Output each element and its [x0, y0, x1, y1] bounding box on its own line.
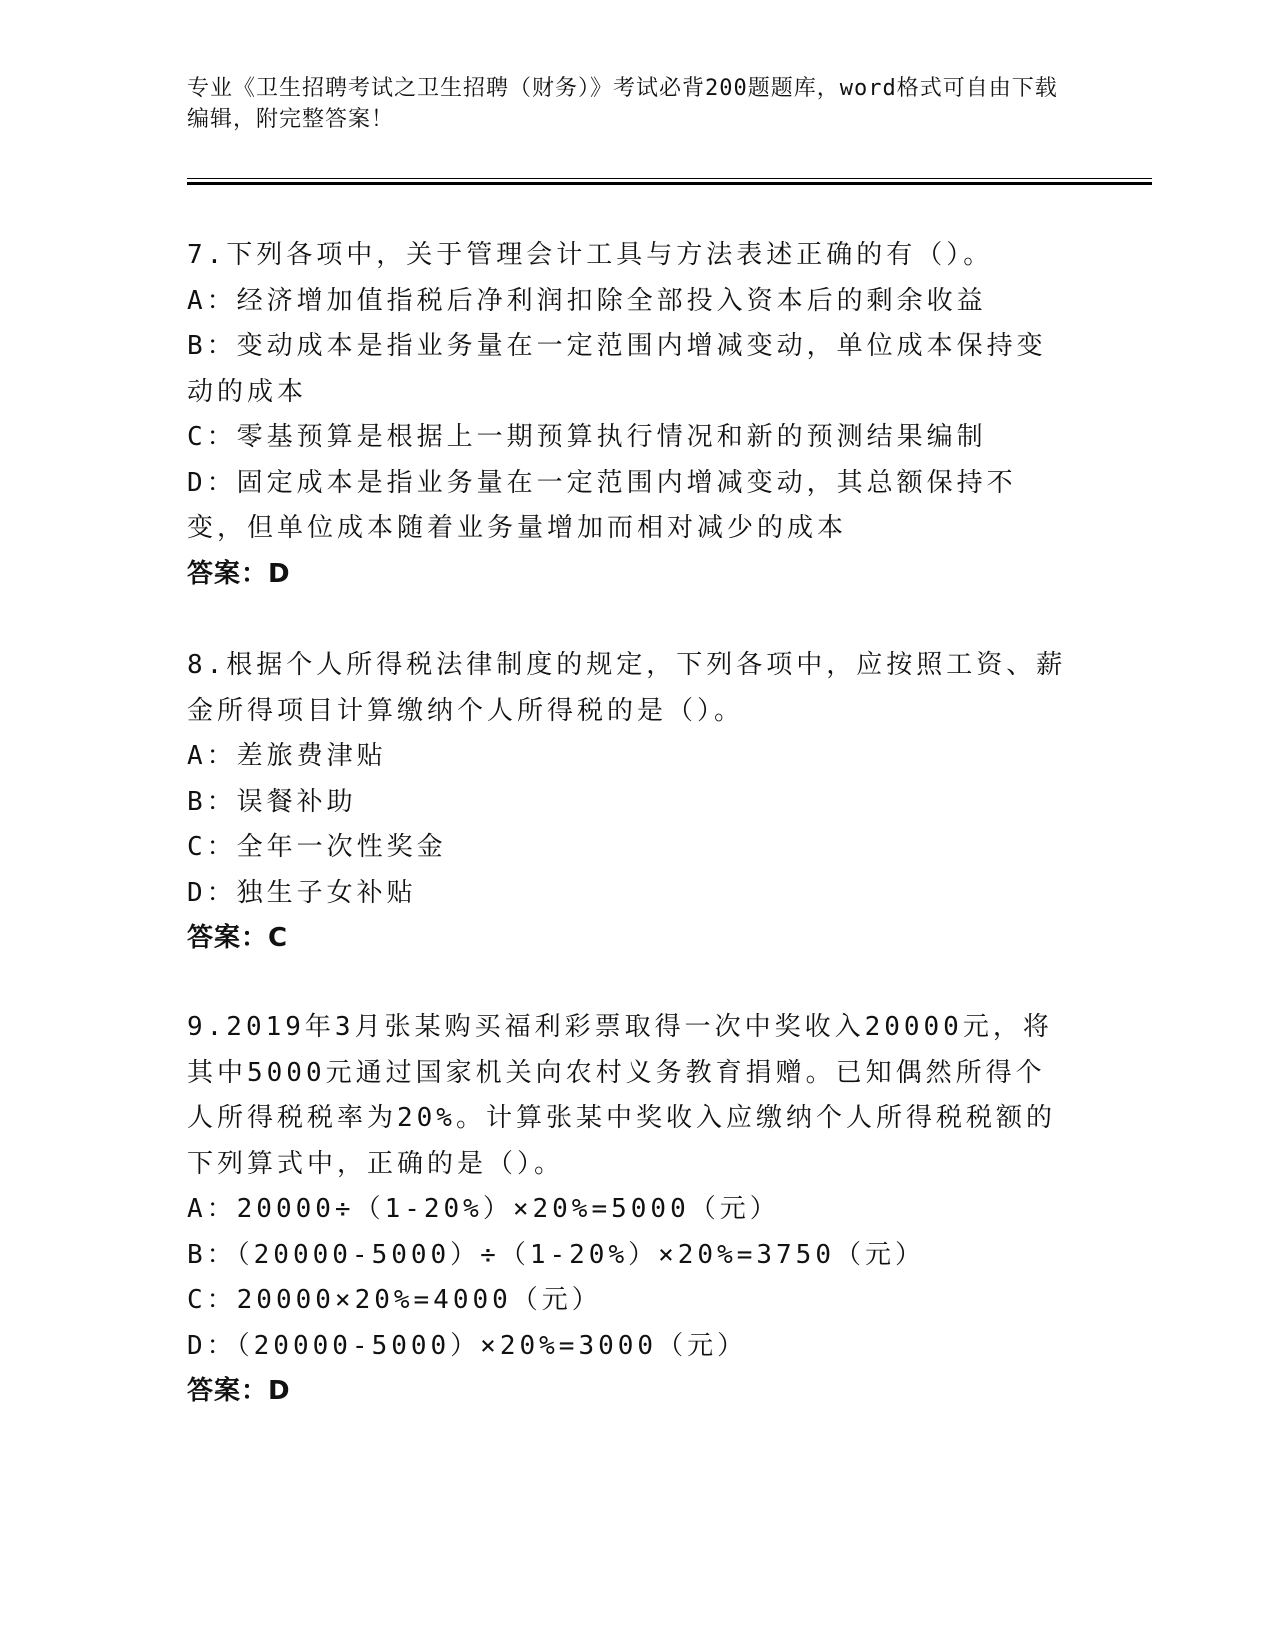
option-d: D：固定成本是指业务量在一定范围内增减变动，其总额保持不变，但单位成本随着业务量增加而相对减少的成本: [187, 467, 1017, 543]
option-c: C：20000×20%=4000（元）: [187, 1285, 602, 1315]
option-c: C：全年一次性奖金: [187, 832, 447, 862]
question-text: 8.根据个人所得税法律制度的规定，下列各项中，应按照工资、薪金所得项目计算缴纳个人所得税的是（）。: [187, 650, 1067, 726]
question-block: [187, 1005, 1067, 1415]
header-divider-thick: [187, 182, 1152, 185]
option-d: D：（20000-5000）×20%=3000（元）: [187, 1330, 748, 1361]
answer-text: 答案：D: [187, 1376, 291, 1406]
option-d: D：独生子女补贴: [187, 877, 417, 908]
header-divider-thin: [187, 178, 1152, 179]
option-a: A：差旅费津贴: [187, 741, 387, 771]
option-b: B：变动成本是指业务量在一定范围内增减变动，单位成本保持变动的成本: [187, 331, 1047, 407]
option-b: B：误餐补助: [187, 786, 357, 817]
option-b: B：（20000-5000）÷（1-20%）×20%=3750（元）: [187, 1239, 925, 1270]
option-a: A：20000÷（1-20%）×20%=5000（元）: [187, 1194, 780, 1224]
question-text: 7.下列各项中，关于管理会计工具与方法表述正确的有（）。: [187, 240, 994, 270]
document-header: 专业《卫生招聘考试之卫生招聘（财务）》考试必背200题题库，word格式可自由下载编辑，附完整答案！: [187, 76, 1058, 132]
question-block: [187, 233, 1067, 597]
option-a: A：经济增加值指税后净利润扣除全部投入资本后的剩余收益: [187, 285, 987, 316]
answer-text: 答案：D: [187, 558, 291, 589]
answer-text: 答案：C: [187, 923, 289, 953]
question-text: 9.2019年3月张某购买福利彩票取得一次中奖收入20000元，将其中5000元通过国家机关向农村义务教育捐赠。已知偶然所得个人所得税税率为20%。计算张某中奖收入应缴纳个人所得税税额的下列算式中，正确的是（）。: [187, 1012, 1056, 1179]
question-block: [187, 643, 1067, 962]
option-c: C：零基预算是根据上一期预算执行情况和新的预测结果编制: [187, 422, 987, 452]
